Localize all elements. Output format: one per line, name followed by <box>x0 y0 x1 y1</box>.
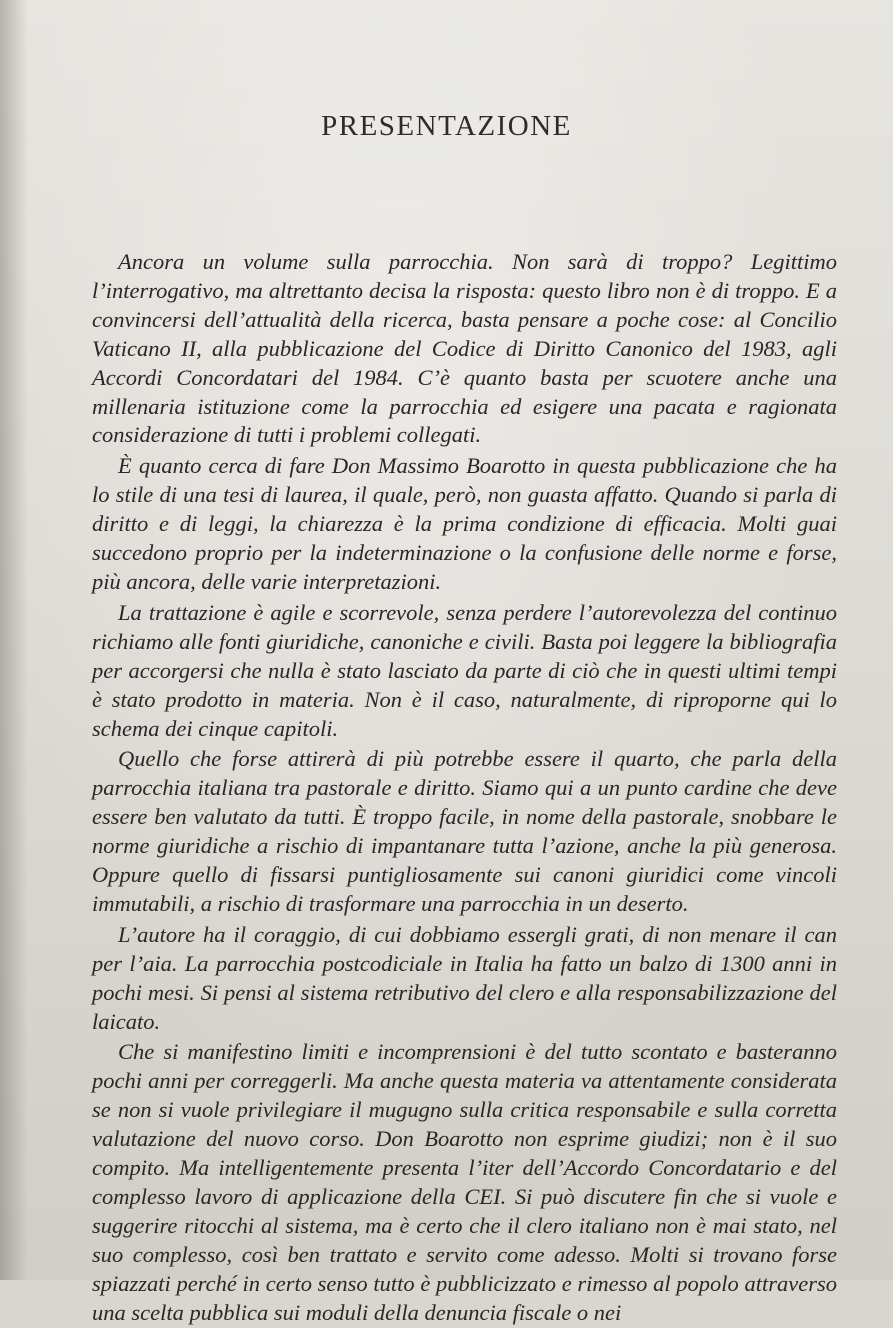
paragraph-2: È quanto cerca di fare Don Massimo Boarotto in questa pubblicazione che ha lo stile di una tesi di laurea, il quale, però, non guasta affatto. Quando si parla di diritto e di leggi, la chiarezza è la prima condizione di efficacia. Molti guai succedono proprio per la indeterminazione o la confusione delle norme e forse, più ancora, delle varie interpretazioni. <box>92 453 837 594</box>
page-title: PRESENTAZIONE <box>321 110 572 142</box>
paragraph-1: Ancora un volume sulla parrocchia. Non sarà di troppo? Legittimo l’interrogativo, ma altrettanto decisa la risposta: questo libro non è di troppo. E a convincersi dell’attualità della ricerca, basta pensare a poche cose: al Concilio Vaticano II, alla pubblicazione del Codice di Diritto Canonico del 1983, agli Accordi Concordatari del 1984. C’è quanto basta per scuotere anche una millenaria istituzione come la parrocchia ed esigere una pacata e ragionata considerazione di tutti i problemi collegati. <box>92 249 837 448</box>
page-gutter-shadow <box>0 0 28 1280</box>
paragraph-5: L’autore ha il coraggio, di cui dobbiamo essergli grati, di non menare il can per l’aia. La parrocchia postcodiciale in Italia ha fatto un balzo di 1300 anni in pochi mesi. Si pensi al sistema retributivo del clero e alla responsabilizzazione del laicato. <box>92 921 837 1034</box>
paragraph-3: La trattazione è agile e scorrevole, senza perdere l’autorevolezza del continuo richiamo alle fonti giuridiche, canoniche e civili. Basta poi leggere la bibliografia per accorgersi che nulla è stato lasciato da parte di ciò che in questi ultimi tempi è stato prodotto in materia. Non è il caso, naturalmente, di riproporne qui lo schema dei cinque capitoli. <box>92 599 837 741</box>
paragraph-6: Che si manifestino limiti e incomprensioni è del tutto scontato e basteranno pochi anni per correggerli. Ma anche questa materia va attentamente considerata se non si vuole privilegiare il mugugno sulla critica responsabile e sulla corretta valutazione del nuovo corso. Don Boarotto non esprime giudizi; non è il suo compito. Ma intelligentemente presenta l’iter dell’Accordo Concordatario e del complesso lavoro di applicazione della CEI. Si può discutere fin che si vuole e suggerire ritocchi al sistema, ma è certo che il clero italiano non è mai stato, nel suo complesso, così ben trattato e servito come adesso. Molti si trovano forse spiazzati perché in certo senso tutto è pubblicizzato e rimesso al popolo attraverso una scelta pubblica sui moduli della denuncia fiscale o nei <box>92 1039 837 1325</box>
body-text <box>92 248 837 1328</box>
paragraph-4: Quello che forse attirerà di più potrebbe essere il quarto, che parla della parrocchia italiana tra pastorale e diritto. Siamo qui a un punto cardine che deve essere ben valutato da tutti. È troppo facile, in nome della pastorale, snobbare le norme giuridiche a rischio di impantanare tutta l’azione, anche la più generosa. Oppure quello di fissarsi puntigliosamente sui canoni giuridici come vincoli immutabili, a rischio di trasformare una parrocchia in un deserto. <box>92 746 837 916</box>
